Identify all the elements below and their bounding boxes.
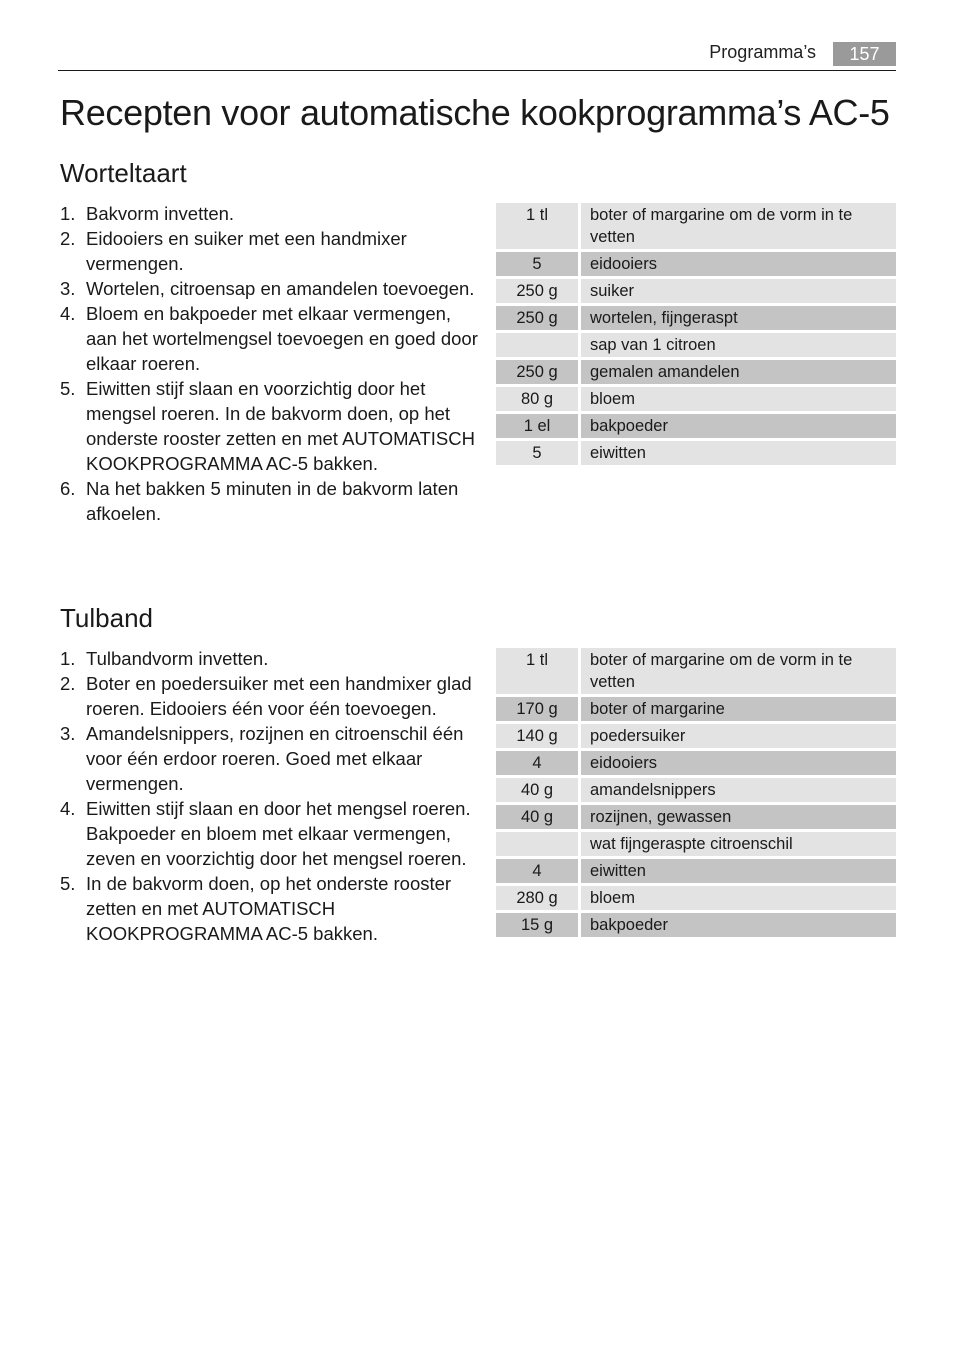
ingredient-name: wortelen, fijngeraspt [581,306,896,330]
step-number: 1. [60,203,76,224]
step-number: 5. [60,378,76,399]
ingredient-name: eidooiers [581,252,896,276]
ingredient-quantity: 280 g [496,886,581,910]
recipe-step [60,226,480,276]
page-header [58,40,896,71]
ingredient-name: eiwitten [581,441,896,465]
ingredient-row [496,886,896,910]
step-number: 2. [60,673,76,694]
step-text: Wortelen, citroensap en amandelen toevoegen. [86,278,475,299]
step-number: 3. [60,278,76,299]
step-text: Bloem en bakpoeder met elkaar vermengen, aan het wortelmengsel toevoegen en goed door elkaar roeren. [86,303,478,374]
recipe-title-worteltaart: Worteltaart [60,158,187,188]
ingredient-quantity: 40 g [496,805,581,829]
step-text: Na het bakken 5 minuten in de bakvorm laten afkoelen. [86,478,459,524]
ingredient-quantity: 1 el [496,414,581,438]
section-title: Programma’s [709,42,816,62]
ingredient-row [496,648,896,694]
ingredient-row [496,360,896,384]
page-title: Recepten voor automatische kookprogramma’s AC-5 [60,92,890,133]
recipe-step [60,201,480,226]
step-number: 2. [60,228,76,249]
step-text: Boter en poedersuiker met een handmixer glad roeren. Eidooiers één voor één toevoegen. [86,673,472,719]
ingredient-quantity: 5 [496,252,581,276]
ingredient-row [496,859,896,883]
ingredient-quantity: 170 g [496,697,581,721]
ingredient-name: boter of margarine om de vorm in te vetten [581,648,896,694]
ingredient-name: amandelsnippers [581,778,896,802]
step-text: Bakvorm invetten. [86,203,235,224]
step-text: Eidooiers en suiker met een handmixer vermengen. [86,228,407,274]
ingredient-row [496,203,896,249]
ingredient-name: eiwitten [581,859,896,883]
ingredient-name: boter of margarine om de vorm in te vetten [581,203,896,249]
step-number: 1. [60,648,76,669]
step-number: 4. [60,303,76,324]
ingredient-quantity: 40 g [496,778,581,802]
step-text: Amandelsnippers, rozijnen en citroenschil één voor één erdoor roeren. Goed met elkaar vermengen. [86,723,464,794]
ingredient-name: gemalen amandelen [581,360,896,384]
recipe-step [60,476,480,526]
ingredient-row [496,778,896,802]
ingredient-name: eidooiers [581,751,896,775]
ingredient-row [496,724,896,748]
ingredient-quantity [496,832,581,856]
recipe-step [60,301,480,376]
recipe-step [60,646,480,671]
ingredient-name: boter of margarine [581,697,896,721]
step-text: In de bakvorm doen, op het onderste rooster zetten en met AUTOMATISCH KOOKPROGRAMMA AC-5 bakken. [86,873,452,944]
ingredient-row [496,832,896,856]
ingredient-quantity: 1 tl [496,648,581,694]
recipe-steps-worteltaart [60,201,480,526]
recipe-steps-tulband [60,646,480,946]
step-text: Eiwitten stijf slaan en voorzichtig door het mengsel roeren. In de bakvorm doen, op het onderste rooster zetten en met AUTOMATISCH KOOKPROGRAMMA AC-5 bakken. [86,378,475,474]
ingredient-name: sap van 1 citroen [581,333,896,357]
ingredient-quantity: 250 g [496,360,581,384]
ingredient-quantity [496,333,581,357]
ingredient-name: bloem [581,886,896,910]
ingredient-row [496,751,896,775]
ingredient-quantity: 1 tl [496,203,581,249]
step-number: 3. [60,723,76,744]
ingredient-row [496,441,896,465]
recipe-title-tulband: Tulband [60,603,153,633]
ingredient-row [496,252,896,276]
ingredient-row [496,279,896,303]
ingredient-quantity: 4 [496,751,581,775]
ingredient-quantity: 80 g [496,387,581,411]
step-number: 4. [60,798,76,819]
ingredient-row [496,333,896,357]
ingredient-quantity: 5 [496,441,581,465]
ingredient-quantity: 140 g [496,724,581,748]
ingredient-quantity: 15 g [496,913,581,937]
ingredient-quantity: 250 g [496,279,581,303]
recipe-step [60,721,480,796]
ingredient-name: bakpoeder [581,414,896,438]
step-text: Eiwitten stijf slaan en door het mengsel roeren. Bakpoeder en bloem met elkaar vermengen, zeven en voorzichtig door het mengsel roeren. [86,798,471,869]
ingredient-quantity: 4 [496,859,581,883]
step-number: 5. [60,873,76,894]
recipe-step [60,276,480,301]
ingredient-name: rozijnen, gewassen [581,805,896,829]
ingredients-table-tulband [496,645,896,940]
ingredient-row [496,387,896,411]
page-number: 157 [833,42,896,66]
ingredient-row [496,913,896,937]
ingredients-table-worteltaart [496,200,896,468]
ingredient-row [496,414,896,438]
ingredient-row [496,805,896,829]
step-text: Tulbandvorm invetten. [86,648,269,669]
ingredient-name: bakpoeder [581,913,896,937]
ingredient-quantity: 250 g [496,306,581,330]
ingredient-row [496,697,896,721]
recipe-step [60,376,480,476]
ingredient-name: wat fijngeraspte citroenschil [581,832,896,856]
ingredient-name: bloem [581,387,896,411]
step-number: 6. [60,478,76,499]
recipe-step [60,871,480,946]
ingredient-row [496,306,896,330]
recipe-step [60,671,480,721]
ingredient-name: poedersuiker [581,724,896,748]
ingredient-name: suiker [581,279,896,303]
recipe-step [60,796,480,871]
